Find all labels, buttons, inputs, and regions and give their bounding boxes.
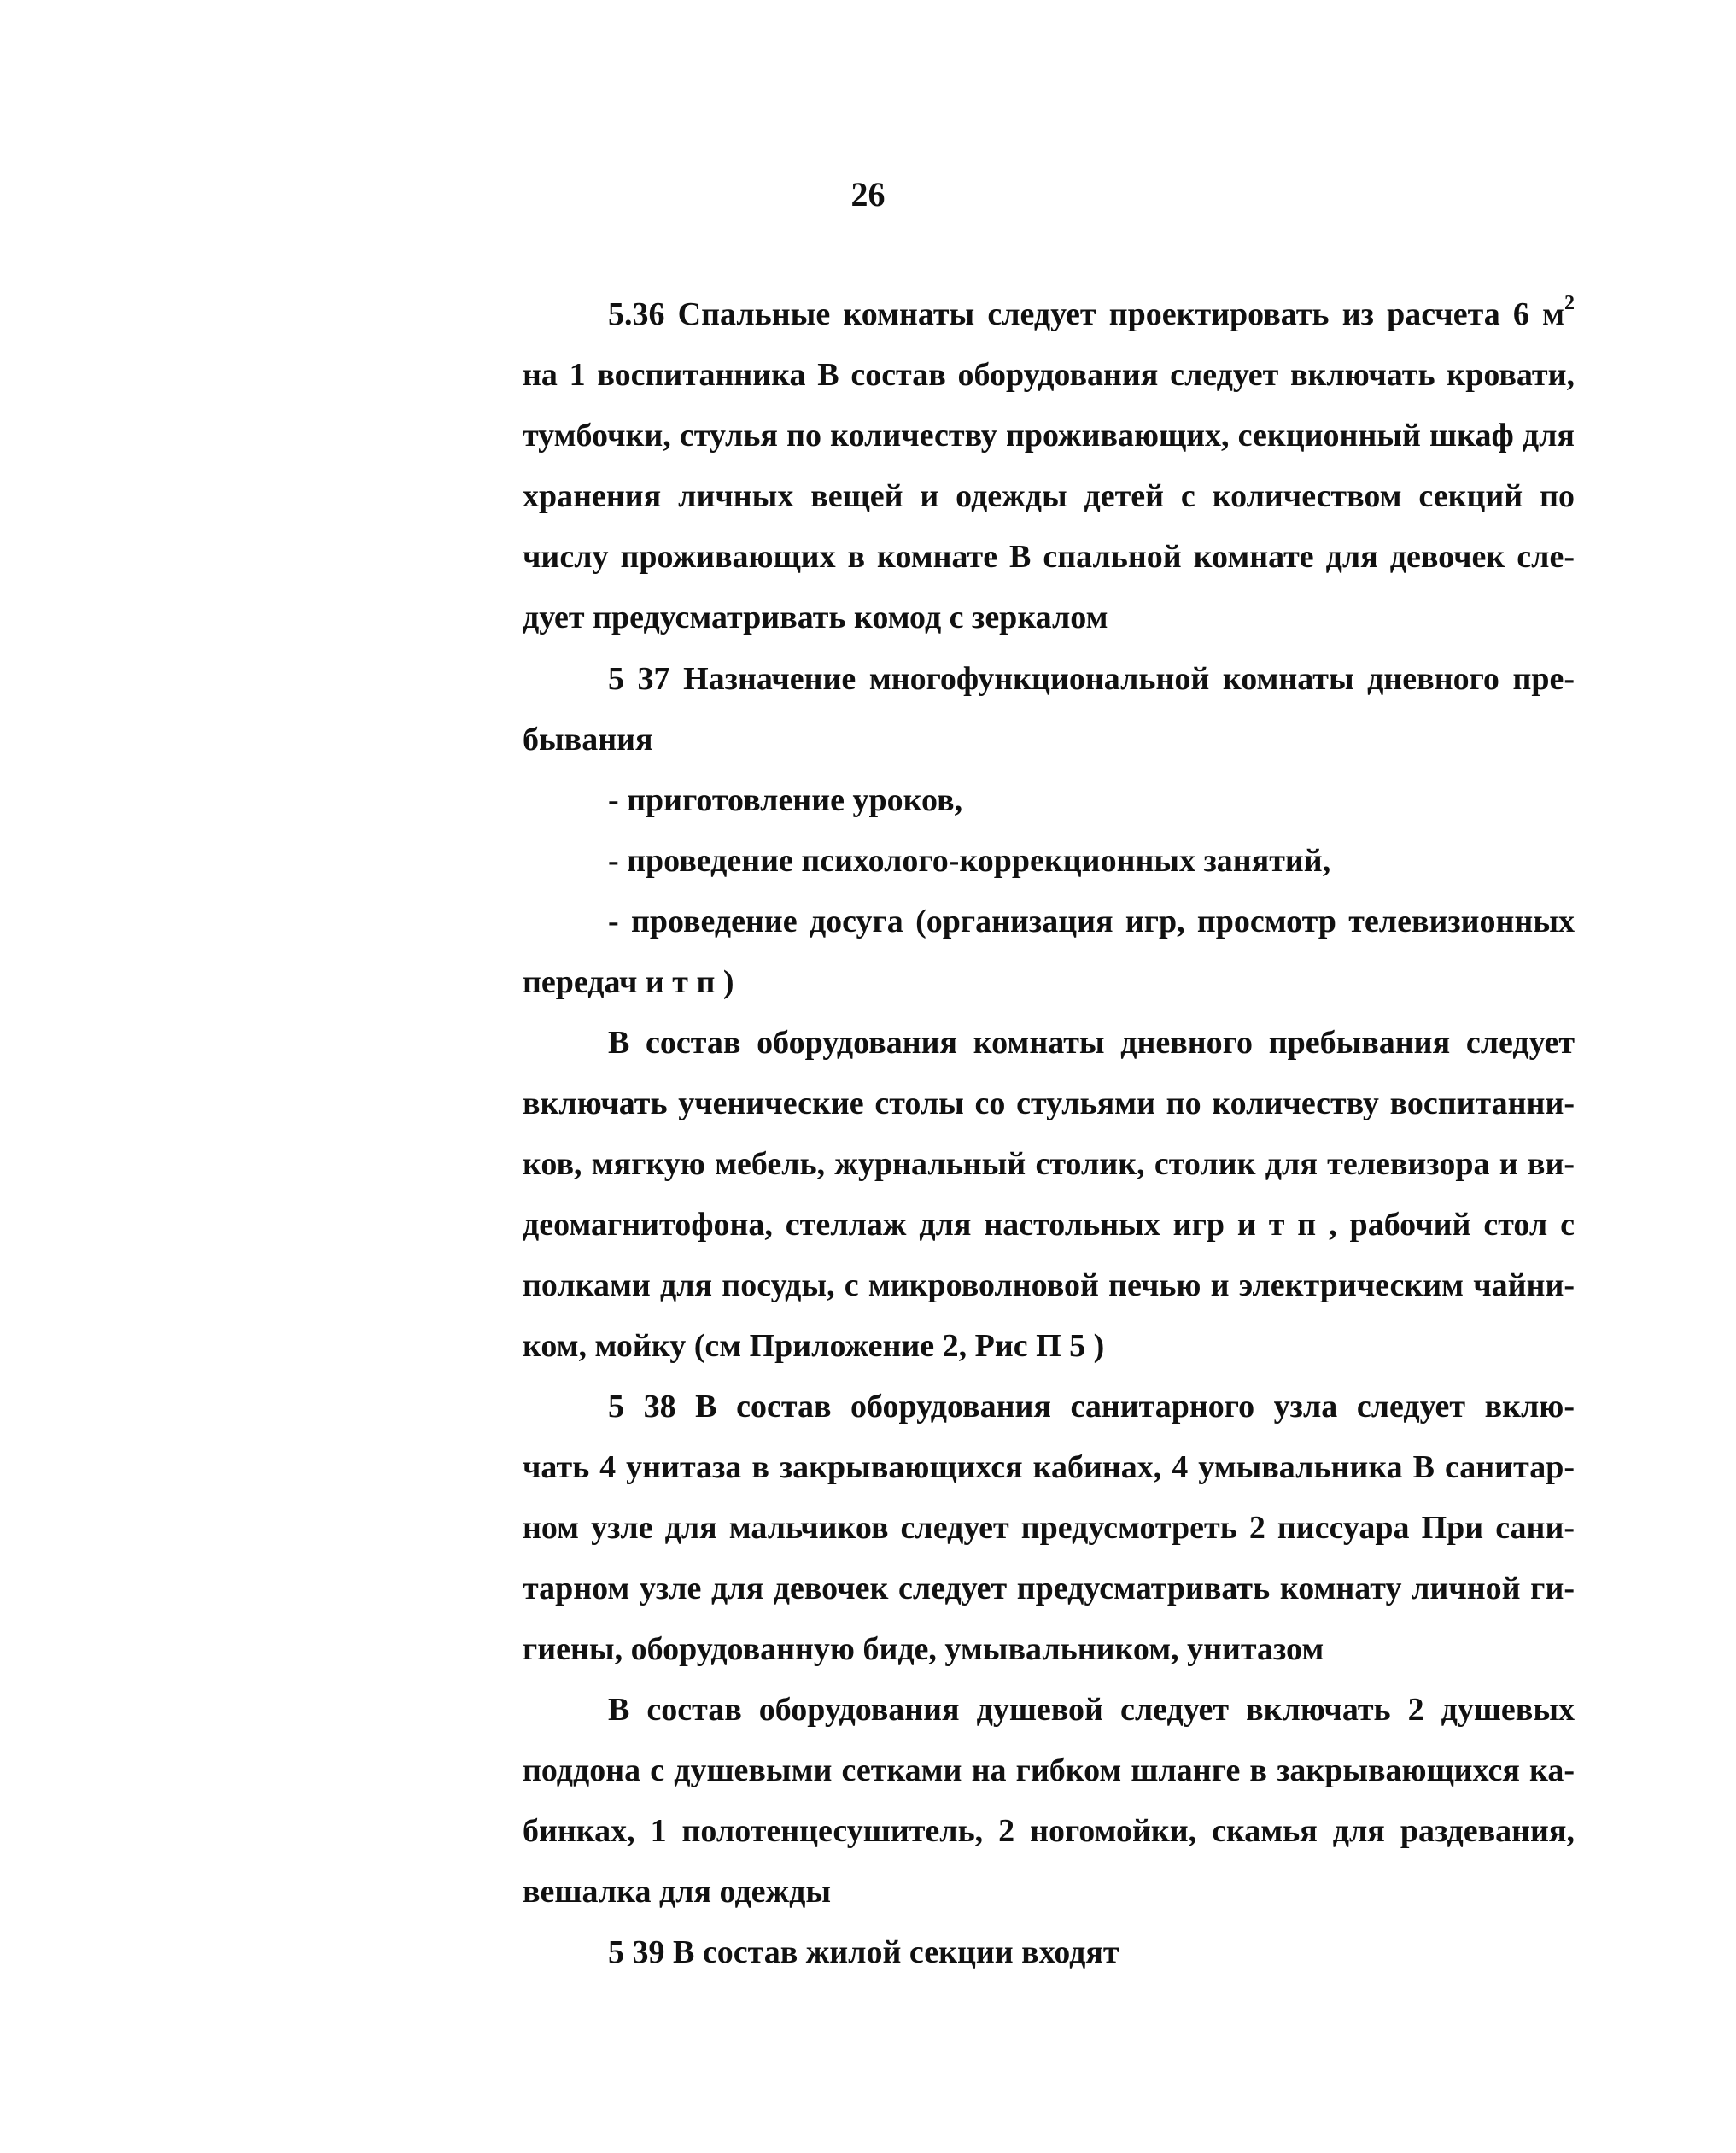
list-item: - приготовление уроков, xyxy=(608,782,963,818)
text-line: ков, мягкую мебель, журнальный столик, столик для телевизора и ви- xyxy=(523,1146,1575,1182)
list-item: - проведение психолого-коррекционных занятий, xyxy=(608,843,1331,879)
text-line: поддона с душевыми сетками на гибком шланге в закрывающихся ка- xyxy=(523,1752,1575,1788)
text-line: вешалка для одежды xyxy=(523,1874,831,1910)
text-line: полками для посуды, с микроволновой печью и электрическим чайни- xyxy=(523,1267,1575,1303)
text-line: тарном узле для девочек следует предусматривать комнату личной ги- xyxy=(523,1571,1575,1606)
text-line: бывания xyxy=(523,722,653,758)
text-line: тумбочки, стулья по количеству проживающих, секционный шкаф для xyxy=(523,418,1575,453)
text-line: числу проживающих в комнате В спальной комнате для девочек сле- xyxy=(523,539,1575,575)
text-line: В состав оборудования душевой следует включать 2 душевых xyxy=(608,1692,1575,1728)
text-line: дует предусматривать комод с зеркалом xyxy=(523,600,1108,635)
text-line: ком, мойку (см Приложение 2, Рис П 5 ) xyxy=(523,1328,1105,1364)
text-line: 5 38 В состав оборудования санитарного узла следует вклю- xyxy=(608,1389,1575,1425)
text-line xyxy=(608,292,1575,334)
text-line: В состав оборудования комнаты дневного пребывания следует xyxy=(608,1025,1575,1061)
text-line: хранения личных вещей и одежды детей с количеством секций по xyxy=(523,478,1575,514)
text-line: гиены, оборудованную биде, умывальником, унитазом xyxy=(523,1631,1324,1667)
list-item: - проведение досуга (организация игр, просмотр телевизионных xyxy=(608,904,1575,939)
text-line: чать 4 унитаза в закрывающихся кабинах, 4 умывальника В санитар- xyxy=(523,1449,1575,1485)
text-line: на 1 воспитанника В состав оборудования следует включать кровати, xyxy=(523,357,1575,393)
page-number: 26 xyxy=(850,175,886,214)
text-line-content: 5.36 Спальные комнаты следует проектировать из расчета 6 м xyxy=(608,296,1564,332)
superscript: 2 xyxy=(1564,292,1575,315)
text-line: передач и т п ) xyxy=(523,964,734,1000)
text-line: 5 37 Назначение многофункциональной комнаты дневного пре- xyxy=(608,661,1575,697)
text-line: 5 39 В состав жилой секции входят xyxy=(608,1934,1119,1970)
text-line: бинках, 1 полотенцесушитель, 2 ногомойки, скамья для раздевания, xyxy=(523,1813,1575,1849)
text-line: деомагнитофона, стеллаж для настольных игр и т п , рабочий стол с xyxy=(523,1207,1575,1243)
text-line: ном узле для мальчиков следует предусмотреть 2 писсуара При сани- xyxy=(523,1510,1575,1546)
text-line: включать ученические столы со стульями по количеству воспитанни- xyxy=(523,1085,1575,1121)
